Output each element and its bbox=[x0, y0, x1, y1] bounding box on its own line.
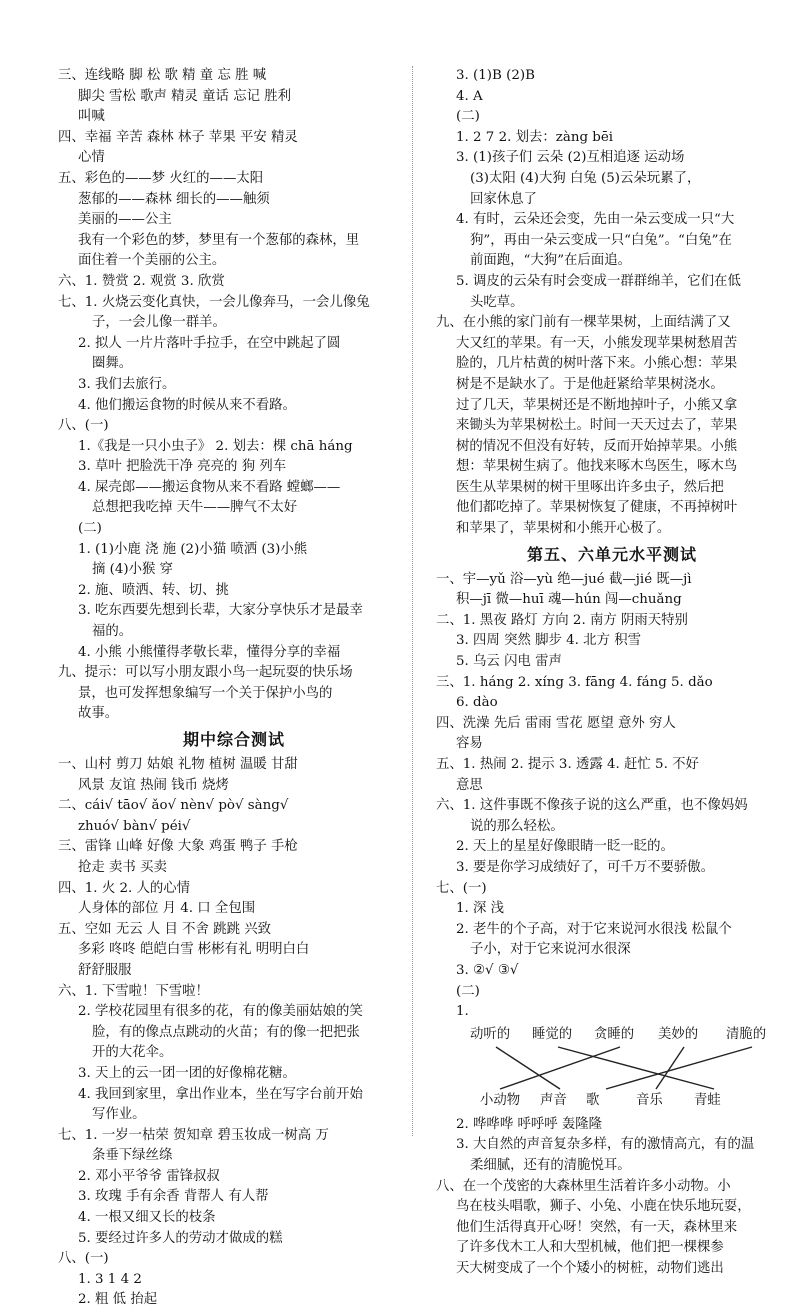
answer-line: 景，也可发挥想象编写一个关于保护小鸟的 bbox=[78, 685, 333, 701]
answer-line: 5. 乌云 闪电 雷声 bbox=[456, 654, 562, 670]
answer-line: 1. (1)小鹿 浇 施 (2)小猫 喷洒 (3)小熊 bbox=[78, 541, 308, 557]
answer-line: 4. 他们搬运食物的时候从来不看路。 bbox=[78, 397, 296, 413]
answer-line: 3. 吃东西要先想到长辈，大家分享快乐才是最幸 bbox=[78, 603, 363, 619]
answer-line: 三、连线略 脚 松 歌 精 童 忘 胜 喊 bbox=[58, 68, 267, 83]
answer-line: 他们都吃掉了。苹果树恢复了健康，不再掉树叶 bbox=[456, 500, 738, 516]
answer-line: 头吃草。 bbox=[470, 294, 524, 310]
answer-line: 3. 草叶 把脸洗干净 亮亮的 狗 列车 bbox=[78, 459, 287, 475]
section-title: 第五、六单元水平测试 bbox=[526, 544, 697, 564]
answer-line: 4. 小熊 小熊懂得孝敬长辈，懂得分享的幸福 bbox=[78, 644, 341, 660]
answer-line: 3. 我们去旅行。 bbox=[78, 376, 176, 392]
answer-line: 子，一会儿像一群羊。 bbox=[92, 315, 226, 331]
answer-line: (二) bbox=[78, 521, 102, 537]
answer-line: 摘 (4)小猴 穿 bbox=[92, 562, 174, 578]
answer-line: 3. 大自然的声音复杂多样，有的激情高亢，有的温 bbox=[456, 1137, 755, 1153]
answer-line: 六、1. 下雪啦！下雪啦！ bbox=[58, 983, 209, 999]
answer-line: 五、1. 热闹 2. 提示 3. 透露 4. 赶忙 5. 不好 bbox=[436, 757, 699, 772]
answer-line: 2. 学校花园里有很多的花，有的像美丽姑娘的笑 bbox=[78, 1004, 363, 1020]
answer-line: 2. 拟人 一片片落叶手拉手，在空中跳起了圆 bbox=[78, 335, 341, 351]
answer-line: 九、提示：可以写小朋友跟小鸟一起玩耍的快乐场 bbox=[58, 665, 353, 681]
answer-line: 树的情况不但没有好转，反而开始掉苹果。小熊 bbox=[456, 438, 738, 454]
answer-line: 意思 bbox=[456, 777, 483, 793]
left-column bbox=[58, 66, 410, 1311]
answer-line: 四、幸福 辛苦 森林 林子 苹果 平安 精灵 bbox=[58, 129, 298, 145]
answer-line: 叫喊 bbox=[78, 109, 105, 125]
answer-line: 2. 施、喷洒、转、切、挑 bbox=[78, 582, 229, 598]
match-word-top: 动听的 bbox=[470, 1026, 511, 1042]
answer-line: 积—jī 微—huī 魂—hún 闯—chuǎng bbox=[456, 592, 682, 608]
match-word-bottom: 声音 bbox=[540, 1092, 567, 1108]
answer-line: 2. 天上的星星好像眼睛一眨一眨的。 bbox=[456, 839, 674, 855]
answer-line: 说的那么轻松。 bbox=[470, 818, 564, 834]
right-column bbox=[436, 66, 788, 1279]
answer-line: 我有一个彩色的梦，梦里有一个葱郁的森林，里 bbox=[78, 232, 360, 248]
answer-line: 3. (1)B (2)B bbox=[456, 68, 535, 83]
answer-line: 柔细腻，还有的清脆悦耳。 bbox=[470, 1157, 631, 1173]
answer-line: 2. 哗哗哗 呼呼呼 轰隆隆 bbox=[456, 1116, 603, 1132]
answer-line: 脸，有的像点点跳动的火苗；有的像一把把张 bbox=[92, 1024, 360, 1040]
answer-line: 6. dào bbox=[456, 695, 498, 711]
match-word-bottom: 小动物 bbox=[480, 1092, 521, 1108]
answer-line: 一、山村 剪刀 姑娘 礼物 植树 温暖 甘甜 bbox=[58, 757, 298, 772]
answer-line: 4. 一根又细又长的枝条 bbox=[78, 1210, 216, 1226]
column-divider bbox=[412, 66, 413, 1136]
answer-line: 三、1. háng 2. xíng 3. fāng 4. fáng 5. dǎo bbox=[436, 674, 713, 690]
answer-line: 脸的，几片枯黄的树叶落下来。小熊心想：苹果 bbox=[456, 356, 738, 372]
match-word-bottom: 音乐 bbox=[636, 1092, 663, 1108]
answer-line: 过了几天，苹果树还是不断地掉叶子，小熊又拿 bbox=[456, 397, 738, 413]
match-line bbox=[558, 1047, 714, 1089]
answer-line: 圈舞。 bbox=[92, 356, 133, 372]
answer-line: 1. bbox=[456, 1004, 469, 1020]
answer-line: 2. 老牛的个子高，对于它来说河水很浅 松鼠个 bbox=[456, 921, 732, 937]
answer-line: 1. 3 1 4 2 bbox=[78, 1271, 142, 1287]
answer-line: 四、洗澡 先后 雷雨 雪花 愿望 意外 穷人 bbox=[436, 715, 676, 731]
answer-line: 来锄头为苹果树松土。时间一天天过去了，苹果 bbox=[456, 418, 738, 434]
answer-line: 4. 有时，云朵还会变，先由一朵云变成一只“大 bbox=[456, 212, 735, 228]
match-word-top: 睡觉的 bbox=[532, 1026, 573, 1042]
answer-line: 鸟在枝头唱歌，狮子、小兔、小鹿在快乐地玩耍， bbox=[456, 1199, 751, 1215]
answer-line: zhuó√ bàn√ péi√ bbox=[78, 818, 191, 834]
match-word-bottom: 歌 bbox=[586, 1092, 600, 1108]
answer-line: 一、宇—yǔ 浴—yù 绝—jué 截—jié 既—jì bbox=[436, 571, 692, 587]
answer-line: 面住着一个美丽的公主。 bbox=[78, 253, 226, 269]
answer-line: 多彩 咚咚 皑皑白雪 彬彬有礼 明明白白 bbox=[78, 942, 310, 958]
answer-line: 脚尖 雪松 歌声 精灵 童话 忘记 胜利 bbox=[78, 88, 292, 104]
answer-line: 1.《我是一只小虫子》 2. 划去：棵 chā háng bbox=[78, 438, 353, 454]
answer-line: 天大树变成了一个个矮小的树桩，动物们逃出 bbox=[456, 1260, 724, 1276]
match-word-top: 贪睡的 bbox=[594, 1026, 635, 1042]
answer-line: 福的。 bbox=[92, 624, 133, 640]
answer-line: 想：苹果树生病了。他找来啄木鸟医生，啄木鸟 bbox=[456, 459, 738, 475]
answer-line: (二) bbox=[456, 983, 480, 999]
answer-line: 树是不是缺水了。于是他赶紧给苹果树浇水。 bbox=[456, 376, 724, 392]
answer-line: 他们生活得真开心呀！突然，有一天，森林里来 bbox=[456, 1219, 738, 1235]
answer-line: 六、1. 赞赏 2. 观赏 3. 欣赏 bbox=[58, 273, 225, 289]
match-line bbox=[500, 1047, 620, 1089]
answer-line: 九、在小熊的家门前有一棵苹果树，上面结满了又 bbox=[436, 315, 731, 331]
answer-line: 狗”，再由一朵云变成一只“白兔”。“白兔”在 bbox=[470, 232, 732, 248]
answer-line: 3. 四周 突然 脚步 4. 北方 积雪 bbox=[456, 633, 641, 649]
answer-line: 总想把我吃掉 天牛——脾气不太好 bbox=[92, 500, 298, 516]
answer-line: 4. A bbox=[456, 88, 483, 104]
answer-line: 5. 要经过许多人的劳动才做成的糕 bbox=[78, 1230, 283, 1246]
match-word-top: 美妙的 bbox=[658, 1026, 699, 1042]
answer-line: 条垂下绿丝绦 bbox=[92, 1148, 173, 1164]
answer-line: 2. 邓小平爷爷 雷锋叔叔 bbox=[78, 1168, 220, 1184]
answer-line: 六、1. 这件事既不像孩子说的这么严重，也不像妈妈 bbox=[436, 798, 748, 814]
answer-line: 前面跑，“大狗”在后面追。 bbox=[470, 253, 631, 269]
answer-line: 了许多伐木工人和大型机械，他们把一棵棵参 bbox=[456, 1240, 724, 1256]
answer-line: 医生从苹果树的树干里啄出许多虫子，然后把 bbox=[456, 479, 724, 495]
answer-line: 葱郁的——森林 细长的——触须 bbox=[78, 191, 270, 207]
answer-line: 五、彩色的——梦 火红的——太阳 bbox=[58, 170, 264, 186]
answer-line: 美丽的——公主 bbox=[78, 212, 172, 228]
answer-line: 1. 2 7 2. 划去：zàng bēi bbox=[456, 129, 614, 145]
answer-line: 1. 深 浅 bbox=[456, 901, 505, 917]
answer-line: 七、1. 火烧云变化真快，一会儿像奔马，一会儿像兔 bbox=[58, 294, 370, 310]
answer-line: 5. 调皮的云朵有时会变成一群群绵羊，它们在低 bbox=[456, 273, 741, 289]
answer-line: 八、在一个茂密的大森林里生活着许多小动物。小 bbox=[436, 1178, 731, 1194]
answer-line: 3. 天上的云一团一团的好像棉花糖。 bbox=[78, 1065, 296, 1081]
matching-diagram bbox=[436, 1023, 788, 1115]
match-word-top: 清脆的 bbox=[726, 1026, 767, 1042]
answer-line: 舒舒服服 bbox=[78, 962, 132, 978]
answer-line: 子小，对于它来说河水很深 bbox=[470, 942, 631, 958]
answer-line: 2. 粗 低 抬起 bbox=[78, 1292, 158, 1308]
answer-line: 大又红的苹果。有一天，小熊发现苹果树愁眉苦 bbox=[456, 335, 738, 351]
answer-line: 人身体的部位 月 4. 口 全包围 bbox=[78, 901, 256, 917]
answer-line: 4. 我回到家里，拿出作业本，坐在写字台前开始 bbox=[78, 1086, 363, 1102]
answer-line: 风景 友谊 热闹 钱币 烧烤 bbox=[78, 777, 229, 793]
answer-line: 4. 屎壳郎——搬运食物从来不看路 螳螂—— bbox=[78, 479, 341, 495]
answer-line: 故事。 bbox=[78, 706, 119, 722]
answer-line: 开的大花伞。 bbox=[92, 1045, 173, 1061]
match-line bbox=[496, 1047, 560, 1089]
section-title: 期中综合测试 bbox=[182, 730, 285, 749]
answer-line: 五、空如 无云 人 目 不舍 跳跳 兴致 bbox=[58, 921, 272, 937]
answer-line: 3. (1)孩子们 云朵 (2)互相追逐 运动场 bbox=[456, 150, 685, 166]
answer-line: 3. ②√ ③√ bbox=[456, 962, 519, 978]
answer-line: (3)太阳 (4)大狗 白兔 (5)云朵玩累了， bbox=[470, 170, 701, 186]
answer-line: 回家休息了 bbox=[470, 191, 537, 207]
answer-line: 二、1. 黑夜 路灯 方向 2. 南方 阴雨天特别 bbox=[436, 612, 688, 628]
answer-line: 和苹果了，苹果树和小熊开心极了。 bbox=[456, 521, 671, 537]
answer-line: 抢走 卖书 买卖 bbox=[78, 859, 167, 875]
answer-line: (二) bbox=[456, 109, 480, 125]
answer-line: 七、(一) bbox=[436, 880, 487, 896]
answer-line: 八、(一) bbox=[58, 1251, 109, 1267]
match-word-bottom: 青蛙 bbox=[694, 1092, 721, 1108]
answer-line: 四、1. 火 2. 人的心情 bbox=[58, 880, 191, 896]
answer-line: 八、(一) bbox=[58, 418, 109, 434]
answer-line: 写作业。 bbox=[92, 1107, 146, 1123]
answer-line: 心情 bbox=[78, 150, 105, 166]
answer-line: 3. 要是你学习成绩好了，可千万不要骄傲。 bbox=[456, 859, 715, 875]
answer-line: 二、cái√ tāo√ ǎo√ nèn√ pò√ sàng√ bbox=[58, 798, 289, 814]
answer-line: 容易 bbox=[456, 736, 483, 752]
answer-line: 七、1. 一岁一枯荣 贺知章 碧玉妆成一树高 万 bbox=[58, 1127, 329, 1143]
answer-line: 3. 玫瑰 手有余香 背帮人 有人帮 bbox=[78, 1189, 269, 1205]
answer-line: 三、雷锋 山峰 好像 大象 鸡蛋 鸭子 手枪 bbox=[58, 839, 298, 855]
